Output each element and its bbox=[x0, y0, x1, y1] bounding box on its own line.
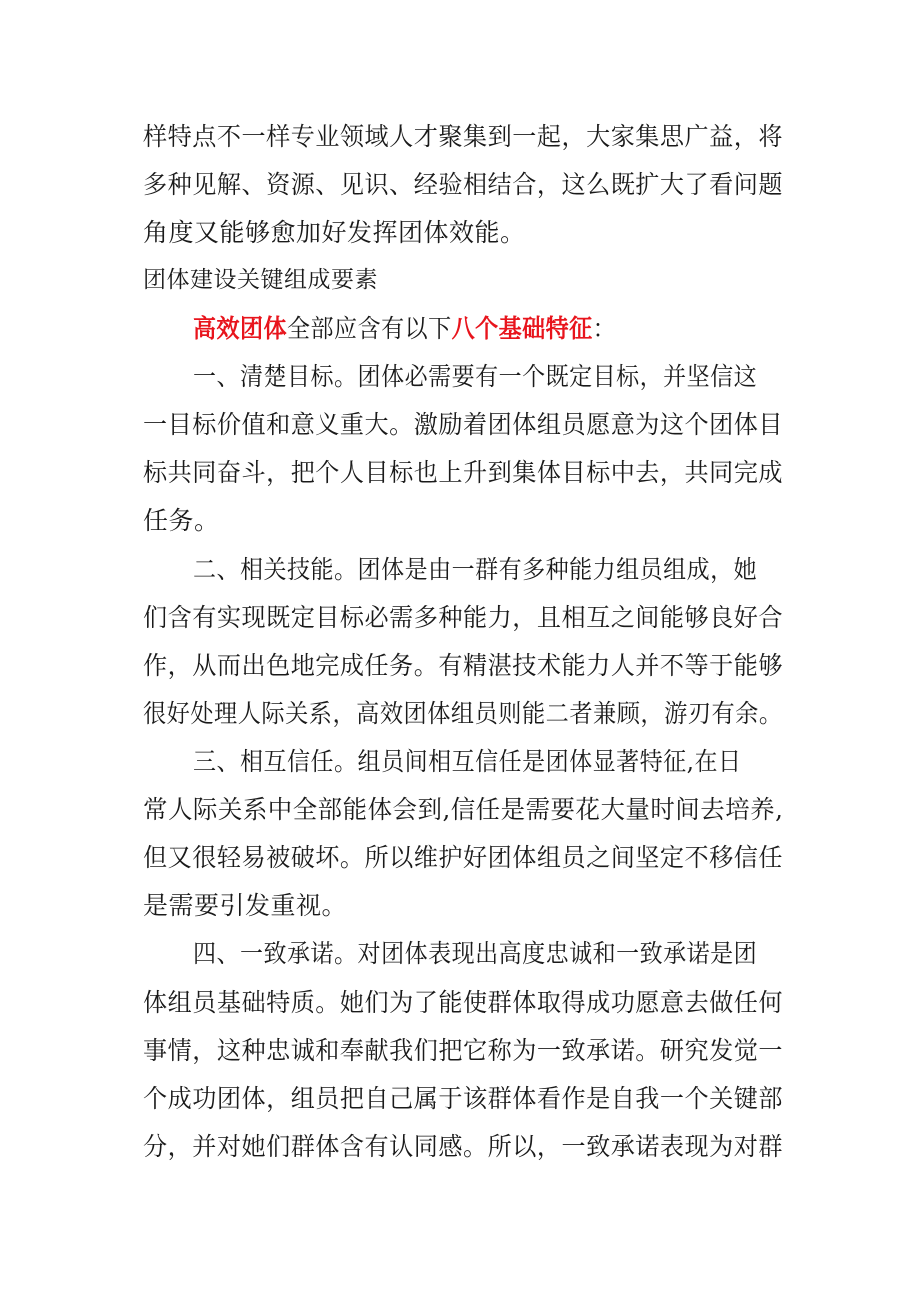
text-line: 是需要引发重视。 bbox=[143, 891, 348, 920]
text-line: 三、相互信任。组员间相互信任是团体显著特征,在日 bbox=[193, 747, 742, 776]
text-line: 分，并对她们群体含有认同感。所以，一致承诺表现为对群 bbox=[143, 1132, 784, 1161]
text-line: 一目标价值和意义重大。激励着团体组员愿意为这个团体目 bbox=[143, 410, 784, 439]
text-line: 一、清楚目标。团体必需要有一个既定目标，并坚信这 bbox=[193, 362, 758, 391]
emphasis-text: 高效团体 bbox=[193, 314, 288, 343]
text-line: 标共同奋斗，把个人目标也上升到集体目标中去，共同完成 bbox=[143, 458, 784, 487]
text-line: 但又很轻易被破坏。所以维护好团体组员之间坚定不移信任 bbox=[143, 843, 784, 872]
intro-line bbox=[193, 314, 783, 344]
text-line: 四、一致承诺。对团体表现出高度忠诚和一致承诺是团 bbox=[193, 939, 758, 968]
text-line: 二、相关技能。团体是由一群有多种能力组员组成，她 bbox=[193, 555, 758, 584]
intro-text: 全部应含有以下 bbox=[287, 314, 452, 343]
text-line: 很好处理人际关系，高效团体组员则能二者兼顾，游刃有余。 bbox=[143, 699, 783, 728]
text-line: 样特点不一样专业领域人才聚集到一起，大家集思广益，将 bbox=[143, 122, 784, 151]
text-line: 多种见解、资源、见识、经验相结合，这么既扩大了看问题 bbox=[143, 170, 784, 199]
text-line: 角度又能够愈加好发挥团体效能。 bbox=[143, 218, 526, 247]
intro-text: ： bbox=[592, 314, 617, 343]
text-line: 作，从而出色地完成任务。有精湛技术能力人并不等于能够 bbox=[143, 651, 784, 680]
text-line: 事情，这种忠诚和奉献我们把它称为一致承诺。研究发觉一 bbox=[143, 1036, 784, 1065]
section-heading: 团体建设关键组成要素 bbox=[143, 267, 378, 293]
text-line: 个成功团体，组员把自己属于该群体看作是自我一个关键部 bbox=[143, 1084, 784, 1113]
text-line: 任务。 bbox=[143, 506, 220, 535]
emphasis-text: 八个基础特征 bbox=[451, 314, 593, 343]
text-line: 体组员基础特质。她们为了能使群体取得成功愿意去做任何 bbox=[143, 988, 784, 1017]
text-line: 们含有实现既定目标必需多种能力，且相互之间能够良好合 bbox=[143, 603, 784, 632]
text-line: 常人际关系中全部能体会到,信任是需要花大量时间去培养, bbox=[143, 795, 784, 824]
